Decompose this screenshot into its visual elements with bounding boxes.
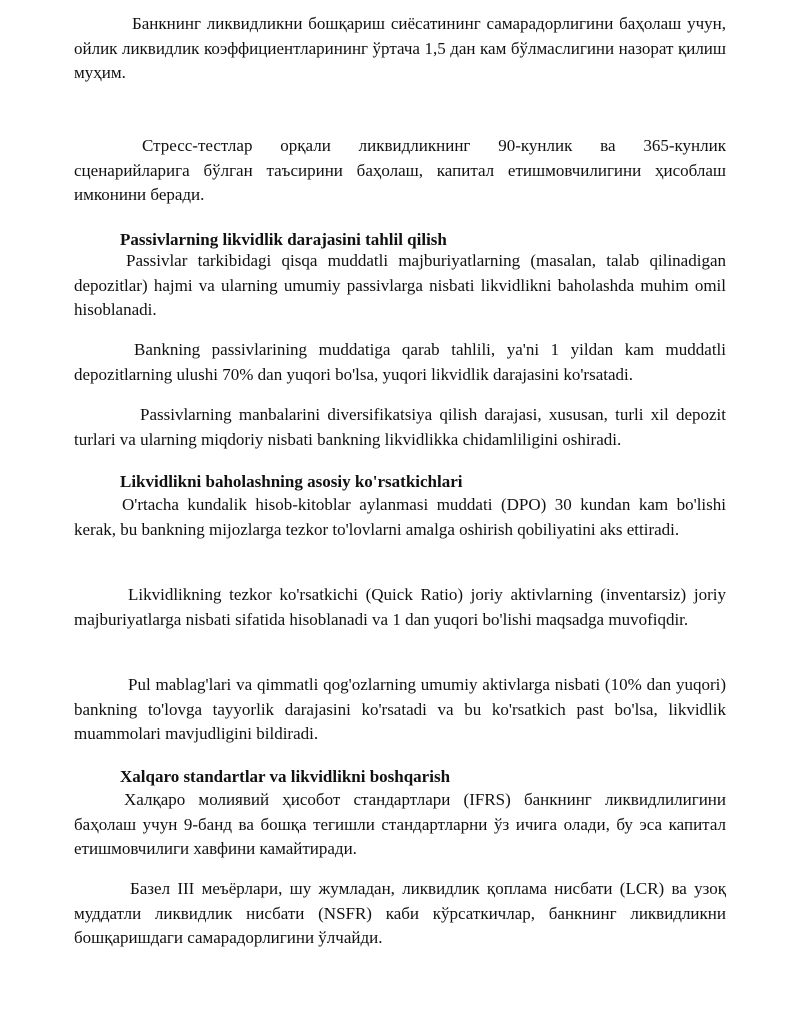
- passives-paragraph-2: Bankning passivlarining muddatiga qarab tahlili, ya'ni 1 yildan kam muddatli depozitlarning ulushi 70% dan yuqori bo'lsa, yuqori likvidlik darajasini ko'rsatadi.: [74, 340, 726, 384]
- intro-paragraph-2: Стресс-тестлар орқали ликвидликнинг 90-кунлик ва 365-кунлик сценарийларига бўлган таъсирини баҳолаш, капитал етишмовчилигини ҳисоблаш имконини беради.: [74, 136, 726, 204]
- indicators-paragraph-2: Likvidlikning tezkor ko'rsatkichi (Quick Ratio) joriy aktivlarning (inventarsiz) joriy majburiyatlarga nisbati sifatida hisoblanadi va 1 dan yuqori bo'lishi maqsadga muvofiqdir.: [74, 585, 726, 629]
- indicators-paragraph-1: O'rtacha kundalik hisob-kitoblar aylanmasi muddati (DPO) 30 kundan kam bo'lishi kerak, bu bankning mijozlarga tezkor to'lovlarni amalga oshirish qobiliyatini aks ettiradi.: [74, 495, 726, 539]
- section-heading-indicators: Likvidlikni baholashning asosiy ko'rsatkichlari: [120, 472, 463, 491]
- standards-paragraph-2: Базел III меъёрлари, шу жумладан, ликвидлик қоплама нисбати (LCR) ва узоқ муддатли ликвидлик нисбати (NSFR) каби кўрсаткичлар, банкнинг ликвидликни бошқаришдаги самарадорлигини ўлчайди.: [74, 879, 726, 947]
- section-heading-passives: Passivlarning likvidlik darajasini tahlil qilish: [120, 230, 447, 249]
- standards-paragraph-1: Халқаро молиявий ҳисобот стандартлари (IFRS) банкнинг ликвидлилигини баҳолаш учун 9-банд ва бошқа тегишли стандартларни ўз ичига олади, бу эса капитал етишмовчилиги хавфини камайтиради.: [74, 790, 726, 858]
- intro-paragraph-1: Банкнинг ликвидликни бошқариш сиёсатининг самарадорлигини баҳолаш учун, ойлик ликвидлик коэффициентларининг ўртача 1,5 дан кам бўлмаслигини назорат қилиш муҳим.: [74, 14, 726, 82]
- section-heading-standards: Xalqaro standartlar va likvidlikni boshqarish: [120, 767, 451, 786]
- passives-paragraph-1: Passivlar tarkibidagi qisqa muddatli majburiyatlarning (masalan, talab qilinadigan depozitlar) hajmi va ularning umumiy passivlarga nisbati likvidlikni baholashda muhim omil hisoblanadi.: [74, 251, 726, 319]
- indicators-paragraph-3: Pul mablag'lari va qimmatli qog'ozlarning umumiy aktivlarga nisbati (10% dan yuqori) bankning to'lovga tayyorlik darajasini ko'rsatadi va bu ko'rsatkich past bo'lsa, likvidlik muammolari mavjudligini bildiradi.: [74, 675, 726, 743]
- passives-paragraph-3: Passivlarning manbalarini diversifikatsiya qilish darajasi, xususan, turli xil depozit turlari va ularning miqdoriy nisbati bankning likvidlikka chidamliligini oshiradi.: [74, 405, 726, 449]
